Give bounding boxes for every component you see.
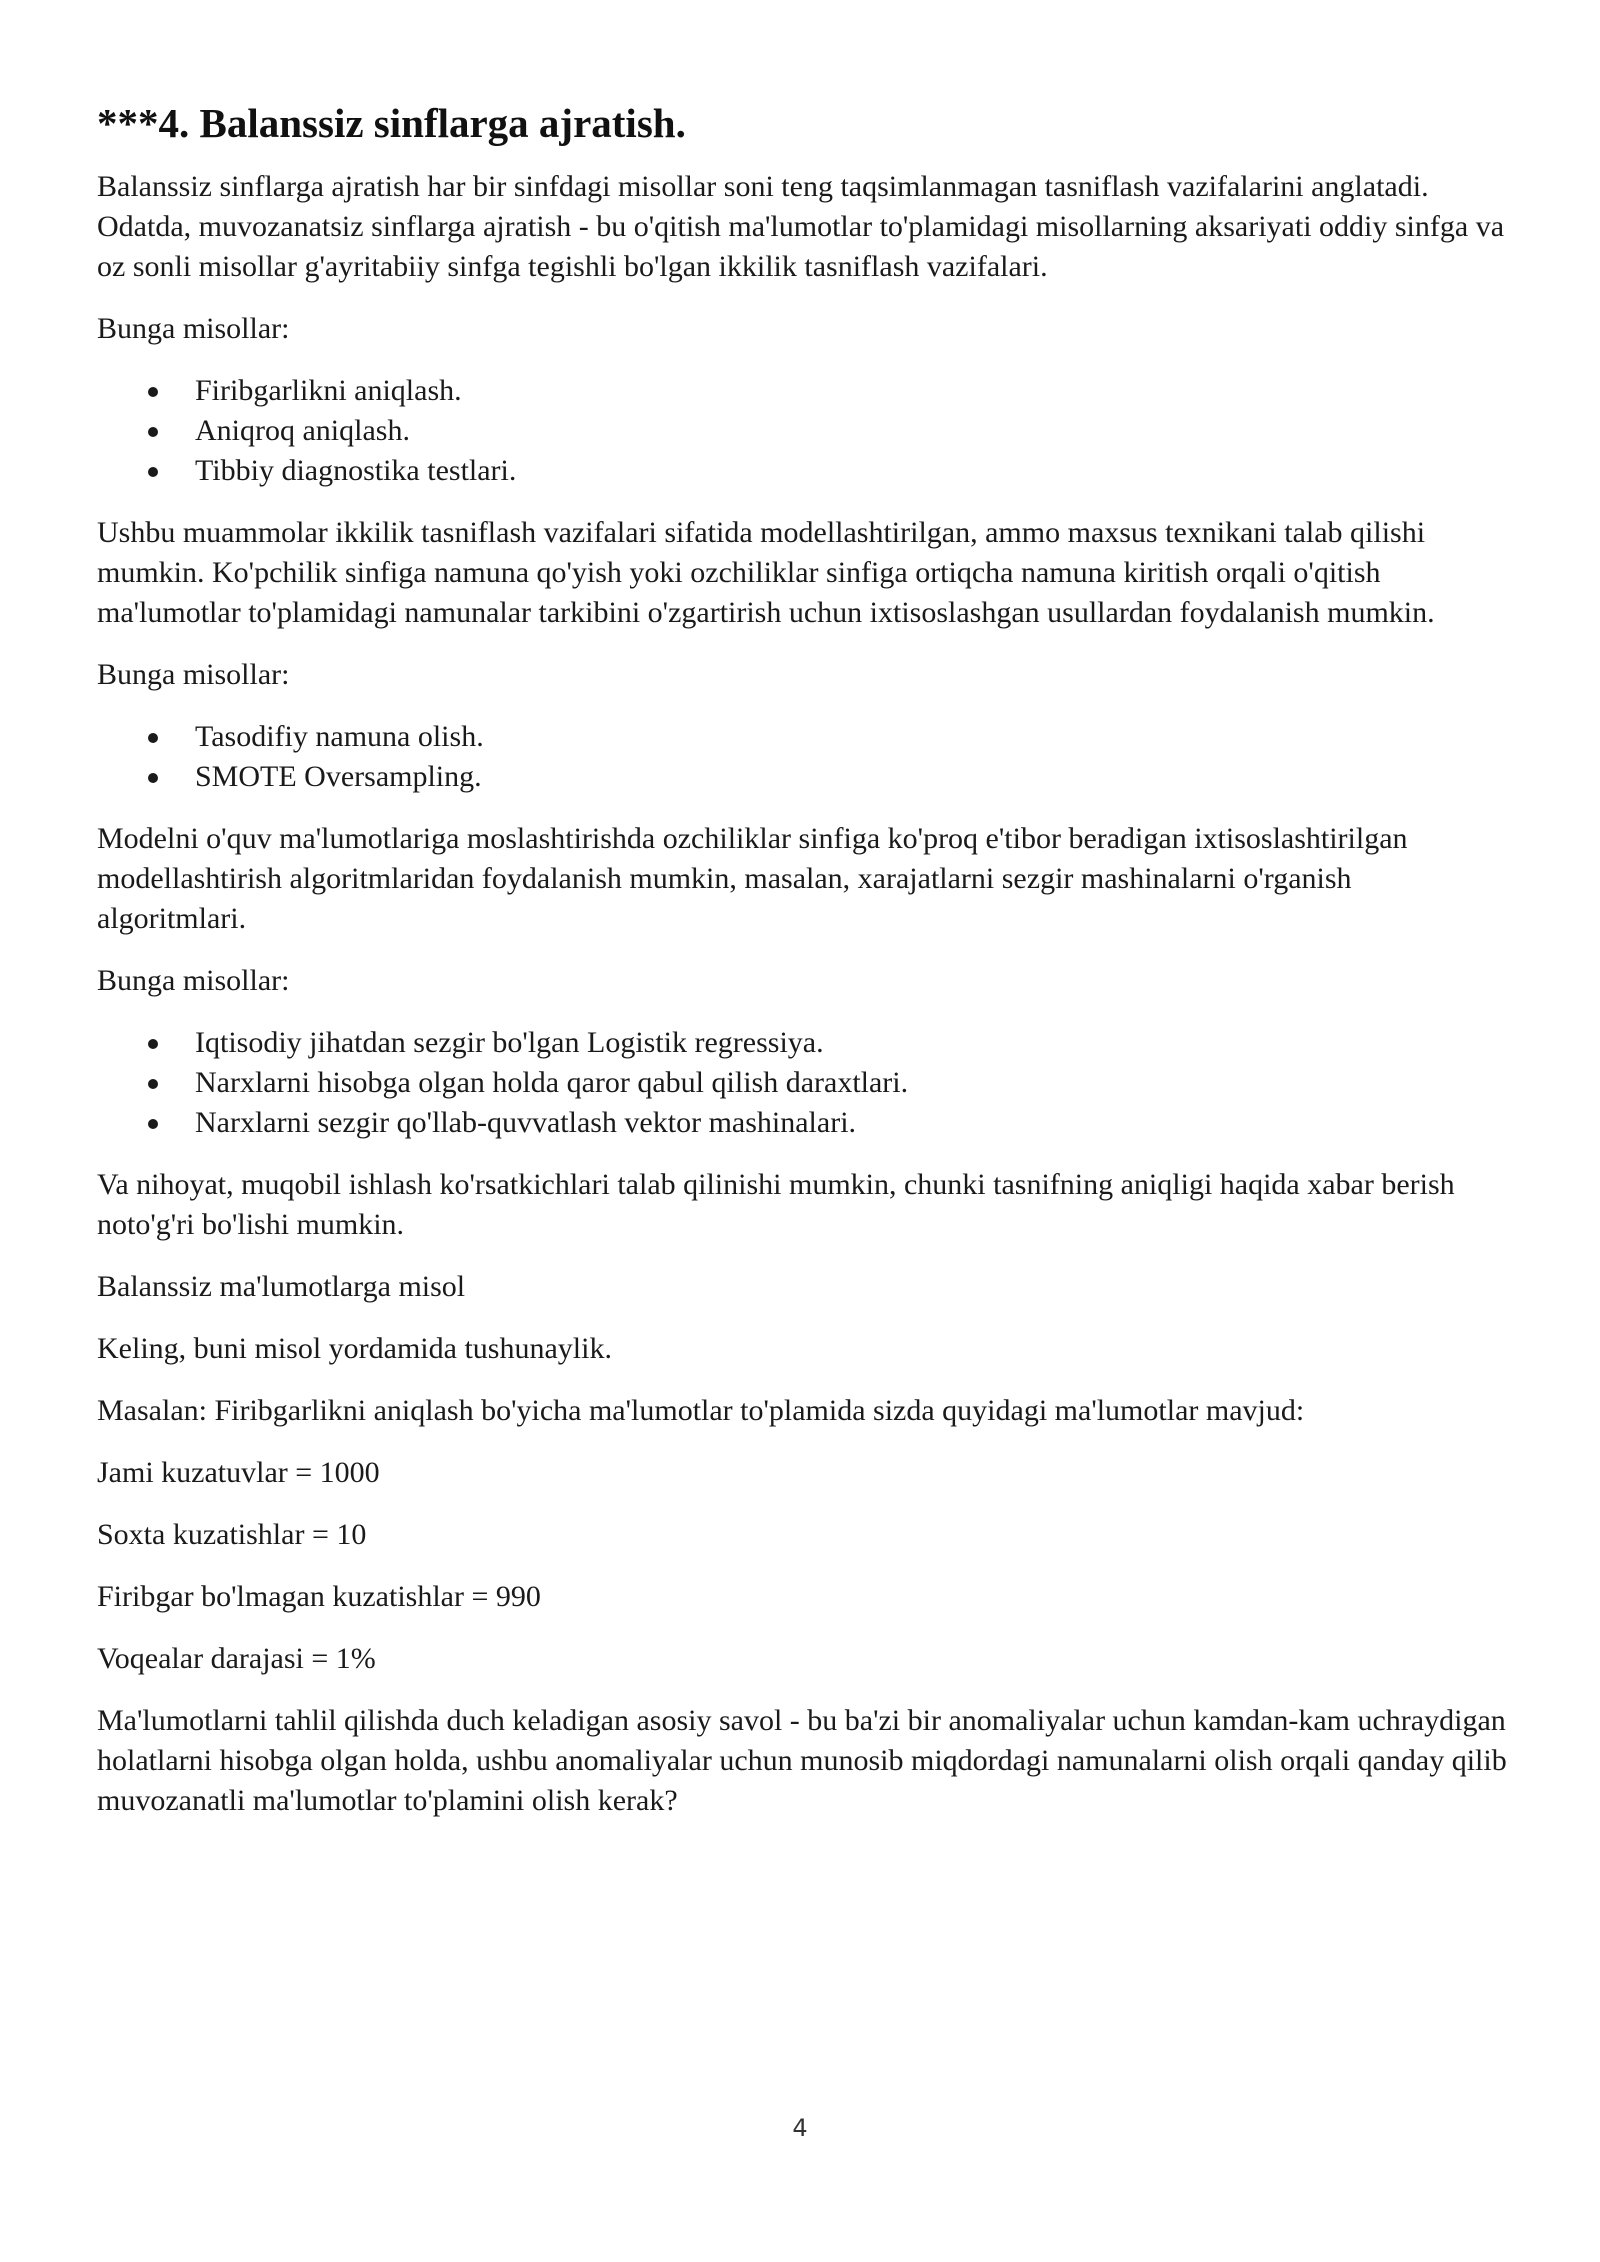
list-item [97,411,1507,451]
page-number: 4 [792,2114,808,2142]
list-item [97,371,1507,411]
stat-fake-observations: Soxta kuzatishlar = 10 [97,1518,367,1551]
list-item-text: Narxlarni hisobga olgan holda qaror qabul qilish daraxtlari. [195,1066,909,1099]
paragraph-main-question: Ma'lumotlarni tahlil qilishda duch keladigan asosiy savol - bu ba'zi bir anomaliyalar uchun kamdan-kam uchraydigan holatlarni hisobga olgan holda, ushbu anomaliyalar uchun munosib miqdordagi namunalarni olish orqali qanday qilib muvozanatli ma'lumotlar to'plamini olish kerak? [97,1704,1507,1817]
bullet-icon [148,1079,158,1089]
list-item-text: Aniqroq aniqlash. [195,414,410,447]
paragraph-metrics: Va nihoyat, muqobil ishlash ko'rsatkichlari talab qilinishi mumkin, chunki tasnifning aniqligi haqida xabar berish noto'g'ri bo'lishi mumkin. [97,1168,1455,1241]
list-item-text: SMOTE Oversampling. [195,760,482,793]
list-item [97,451,1507,491]
bullet-icon [148,467,158,477]
bullet-icon [148,733,158,743]
list-item-text: Tibbiy diagnostika testlari. [195,454,517,487]
examples-label: Bunga misollar: [97,658,290,691]
list-item [97,757,1507,797]
list-item [97,1023,1507,1063]
bullet-icon [148,427,158,437]
bullet-icon [148,773,158,783]
examples-list-3 [97,1023,1507,1143]
examples-list-2 [97,717,1507,797]
bullet-icon [148,1039,158,1049]
stat-total-observations: Jami kuzatuvlar = 1000 [97,1456,380,1489]
examples-label: Bunga misollar: [97,312,290,345]
paragraph-cost-sensitive: Modelni o'quv ma'lumotlariga moslashtirishda ozchiliklar sinfiga ko'proq e'tibor beradigan ixtisoslashtirilgan modellashtirish algoritmlaridan foydalanish mumkin, masalan, xarajatlarni sezgir mashinalarni o'rganish algoritmlari. [97,822,1408,935]
document-page [97,95,1507,1843]
examples-label: Bunga misollar: [97,964,290,997]
list-item [97,1063,1507,1103]
section-heading: ***4. Balanssiz sinflarga ajratish. [97,100,686,146]
paragraph-resampling: Ushbu muammolar ikkilik tasniflash vazifalari sifatida modellashtirilgan, ammo maxsus texnikani talab qilishi mumkin. Ko'pchilik sinfiga namuna qo'yish yoki ozchiliklar sinfiga ortiqcha namuna kiritish orqali o'qitish ma'lumotlar to'plamidagi namunalar tarkibini o'zgartirish uchun ixtisoslashgan usullardan foydalanish mumkin. [97,516,1435,629]
examples-list-1 [97,371,1507,491]
paragraph-example-title: Balanssiz ma'lumotlarga misol [97,1270,466,1303]
intro-paragraph: Balanssiz sinflarga ajratish har bir sinfdagi misollar soni teng taqsimlanmagan tasniflash vazifalarini anglatadi. Odatda, muvozanatsiz sinflarga ajratish - bu o'qitish ma'lumotlar to'plamidagi misollarning aksariyati oddiy sinfga va oz sonli misollar g'ayritabiiy sinfga tegishli bo'lgan ikkilik tasniflash vazifalari. [97,170,1505,283]
list-item-text: Tasodifiy namuna olish. [195,720,484,753]
stat-nonfraud-observations: Firibgar bo'lmagan kuzatishlar = 990 [97,1580,541,1613]
stat-event-rate: Voqealar darajasi = 1% [97,1642,376,1675]
paragraph-lets-understand: Keling, buni misol yordamida tushunaylik. [97,1332,612,1365]
bullet-icon [148,387,158,397]
list-item-text: Narxlarni sezgir qo'llab-quvvatlash vektor mashinalari. [195,1106,857,1139]
bullet-icon [148,1119,158,1129]
list-item [97,717,1507,757]
list-item-text: Firibgarlikni aniqlash. [195,374,462,407]
list-item-text: Iqtisodiy jihatdan sezgir bo'lgan Logistik regressiya. [195,1026,824,1059]
paragraph-dataset-intro: Masalan: Firibgarlikni aniqlash bo'yicha ma'lumotlar to'plamida sizda quyidagi ma'lumotlar mavjud: [97,1394,1305,1427]
list-item [97,1103,1507,1143]
